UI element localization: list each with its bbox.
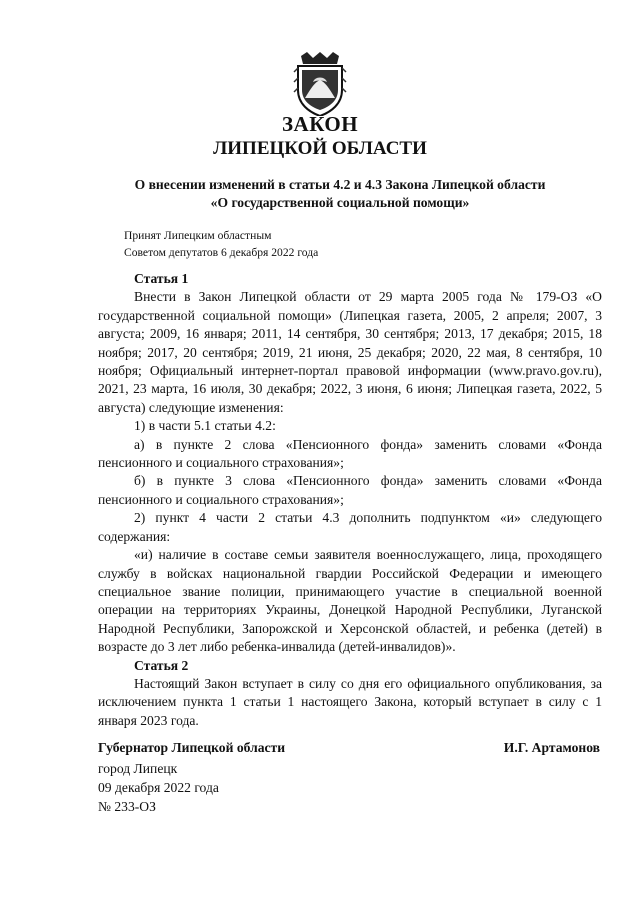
law-subject xyxy=(60,176,620,212)
lipetsk-coat-of-arms-icon xyxy=(293,52,347,116)
governor-title: Губернатор Липецкой области xyxy=(98,740,286,755)
article-1-heading: Статья 1 xyxy=(134,271,189,286)
article-1-intro: Внести в Закон Липецкой области от 29 марта 2005 года № 179-ОЗ «О государственной социальной помощи» (Липецкая газета, 2005, 2 апреля; 2007, 3 августа; 2009, 16 января; 2011, 14 сентября, 30 сентября; 2013, 17 декабря; 2015, 18 ноября; 2017, 20 сентября; 2019, 21 июня, 25 декабря; 2020, 22 мая, 8 сентября, 10 ноября; Официальный интернет-портал правовой информации (www.pravo.gov.ru), 2021, 23 марта, 16 июля, 30 декабря; 2022, 3 июня, 6 июня; Липецкая газета, 2022, 5 августа) следующие изменения: xyxy=(98,289,602,415)
article-2-heading: Статья 2 xyxy=(134,657,189,673)
law-region: ЛИПЕЦКОЙ ОБЛАСТИ xyxy=(213,138,427,159)
law-number: № 233-ОЗ xyxy=(98,799,156,814)
signing-date: 09 декабря 2022 года xyxy=(98,780,219,795)
article-1-item-1a: а) в пункте 2 слова «Пенсионного фонда» заменить словами «Фонда пенсионного и социального страхования»; xyxy=(98,436,602,471)
article-1-item-2: 2) пункт 4 части 2 статьи 4.3 дополнить подпунктом «и» следующего содержания: xyxy=(98,510,602,544)
law-body xyxy=(98,270,602,730)
city: город Липецк xyxy=(98,761,178,776)
article-1-item-1b: б) в пункте 3 слова «Пенсионного фонда» заменить словами «Фонда пенсионного и социального страхования»; xyxy=(98,473,602,507)
adoption-line: Советом депутатов 6 декабря 2022 года xyxy=(124,246,319,259)
adoption-line: Принят Липецким областным xyxy=(124,229,272,242)
document-footer xyxy=(98,759,219,816)
article-1-item-1: 1) в части 5.1 статьи 4.2: xyxy=(134,418,276,434)
law-title: ЗАКОН xyxy=(281,112,359,136)
governor-name: И.Г. Артамонов xyxy=(503,740,600,755)
law-subject-line: О внесении изменений в статьи 4.2 и 4.3 Закона Липецкой области xyxy=(134,177,546,192)
article-1-item-2-text: «и) наличие в составе семьи заявителя военнослужащего, лица, проходящего службу в войсках национальной гвардии Российской Федерации и имеющего специальное звание полиции, принимающего участие в специальной военной операции на территориях Украины, Донецкой Народной Республики, Луганской Народной Республики, Запорожской и Херсонской областей, и ребенка (детей) в возрасте до 3 лет либо ребенка-инвалида (детей-инвалидов)». xyxy=(98,547,602,655)
article-2-text: Настоящий Закон вступает в силу со дня его официального опубликования, за исключением пункта 1 статьи 1 настоящего Закона, который вступает в силу с 1 января 2023 года. xyxy=(98,675,602,728)
law-subject-line: «О государственной социальной помощи» xyxy=(210,195,470,210)
adoption-note xyxy=(124,227,318,261)
